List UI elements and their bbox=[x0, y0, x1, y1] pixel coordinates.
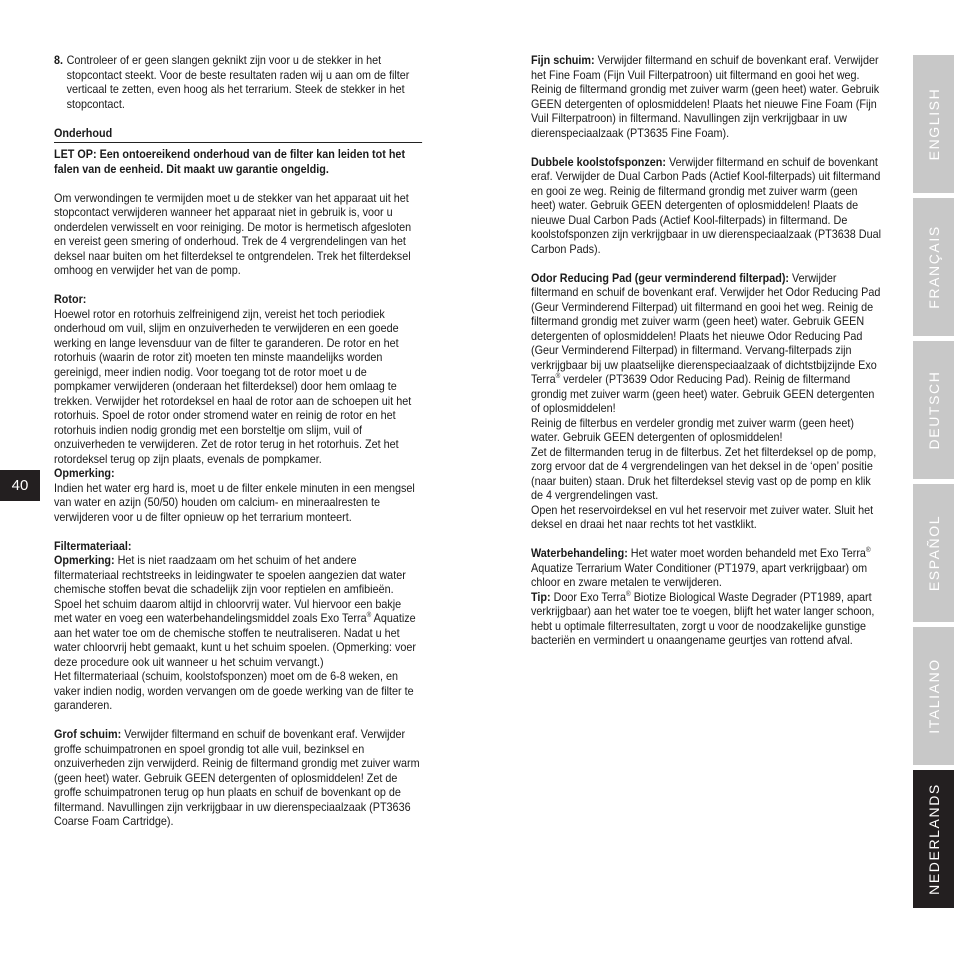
fine-foam-paragraph bbox=[531, 53, 885, 140]
maintenance-intro: Om verwondingen te vermijden moet u de stekker van het apparaat uit het stopcontact verwijderen wanneer het apparaat niet in gebruik is, voor u onderdelen verwisselt en voor reiniging. De motor is hermetisch afgesloten en vereist geen smering of onderhoud. Trek de 4 vergrendelingen van het deksel naar buiten om het filterdeksel te ontgrendelen. Trek het filterdeksel omhoog en verwijder het van de pomp. bbox=[54, 190, 412, 277]
tip-text-a: Door Exo Terra bbox=[550, 589, 627, 604]
step-8 bbox=[54, 53, 422, 111]
warning-text: LET OP: Een ontoereikend onderhoud van de filter kan leiden tot het falen van de eenheid. Dit maakt uw garantie ongeldig. bbox=[54, 147, 406, 176]
left-column bbox=[54, 53, 422, 843]
language-tab-espanol[interactable] bbox=[913, 484, 954, 622]
water-treatment-paragraph bbox=[531, 546, 885, 590]
filter-note-text-a: Het is niet raadzaam om het schuim of het andere filtermateriaal rechtstreeks in leidingwater te spoelen aangezien dat water chemische stoffen bevat die schadelijk zijn voor reptielen en amfibieën. Spoel het schuim daarom altijd in chloorvrij water. Vul hiervoor een bakje met water en voeg een waterbehandelingsmiddel zoals Exo Terra bbox=[54, 553, 406, 625]
language-tab-label: ENGLISH bbox=[925, 87, 942, 161]
page-number: 40 bbox=[0, 470, 40, 501]
step-text: Controleer of er geen slangen geknikt zijn voor u de stekker in het stopcontact steekt. Voor de beste resultaten raden wij u aan om de filter verticaal te zetten, even hoog als het terrarium. Steek de stekker in het stopcontact. bbox=[66, 53, 410, 111]
registered-mark: ® bbox=[555, 373, 561, 380]
carbon-pads-text: Verwijder filtermand en schuif de bovenkant eraf. Verwijder de Dual Carbon Pads (Actief Kool-filterpads) uit filtermand en gooi ze weg. Reinig de filtermand grondig met zuiver warm (geen heet) water. Gebruik GEEN detergenten of oplosmiddelen! Plaats de nieuwe Dual Carbon Pads (Actief Kool-filterpads) in filtermand. De koolstofsponzen zijn verkrijgbaar in uw dierenspeciaalzaak (PT3638 Dual Carbon Pads). bbox=[531, 154, 881, 256]
carbon-pads-label: Dubbele koolstofsponzen: bbox=[531, 154, 666, 169]
maintenance-heading: Onderhoud bbox=[54, 125, 113, 140]
language-tab-deutsch[interactable] bbox=[913, 341, 954, 479]
tip-label: Tip: bbox=[531, 589, 551, 604]
filter-note bbox=[54, 553, 422, 669]
coarse-foam-text: Verwijder filtermand en schuif de bovenkant eraf. Verwijder groffe schuimpatronen en spoel grondig tot alle vuil, bezinksel en onzuiverheden zijn verwijderd. Reinig de filtermand grondig met zuiver warm (geen heet) water. Gebruik GEEN detergenten of oplosmiddelen! Zet de groffe schuimpatronen terug op hun plaats en schuif de bovenkant op de filtermand. Navullingen zijn verkrijgbaar in uw dierenspeciaalzaak (PT3636 Coarse Foam Cartridge). bbox=[54, 727, 420, 828]
filter-material-heading: Filtermateriaal: bbox=[54, 538, 132, 553]
fine-foam-label: Fijn schuim: bbox=[531, 53, 595, 67]
water-treatment-text-a: Het water moet worden behandeld met Exo Terra bbox=[627, 546, 866, 560]
language-tab-label: ITALIANO bbox=[925, 658, 942, 734]
rotor-heading: Rotor: bbox=[54, 292, 87, 306]
rotor-text: Hoewel rotor en rotorhuis zelfreinigend zijn, vereist het toch periodiek onderhoud om vuil, slijm en onzuiverheden te verwijderen en een goede werking en lange levensduur van de filter te garanderen. De rotor en het rotorhuis (waarin de rotor zit) moeten ten minste maandelijks worden gereinigd, meer indien nodig. Voor toegang tot de rotor moet u de pompkamer verwijderen (onderaan het filterdeksel) door hem omlaag te trekken. Verwijder het rotordeksel en haal de rotor aan de schoepen uit het rotorhuis. Spoel de rotor onder stromend water en reinig de rotor en het rotorhuis indien nodig grondig met een borsteltje om slijm, vuil of onzuiverheden te verwijderen. Zet de rotor terug in het rotorhuis. Zet het rotordeksel terug op zijn plaats, evenals de pompkamer. bbox=[54, 306, 412, 466]
rotor-note-label: Opmerking: bbox=[54, 466, 115, 480]
language-tab-label: FRANÇAIS bbox=[925, 225, 942, 309]
carbon-pads-paragraph bbox=[531, 155, 885, 257]
language-tab-italiano[interactable] bbox=[913, 627, 954, 765]
odor-pad-paragraph bbox=[531, 271, 885, 416]
language-tabs bbox=[913, 55, 954, 913]
filter-replace-text: Het filtermateriaal (schuim, koolstofsponzen) moet om de 6-8 weken, en vaker indien nodig, worden vervangen om de goede werking van de filter te garanderen. bbox=[54, 669, 414, 712]
odor-pad-label: Odor Reducing Pad (geur verminderend filterpad): bbox=[531, 270, 790, 285]
heading-divider bbox=[54, 142, 422, 143]
registered-mark: ® bbox=[626, 590, 631, 598]
reservoir-text: Open het reservoirdeksel en vul het reservoir met zuiver water. Sluit het deksel en draai het naar rechts tot het vastklikt. bbox=[531, 502, 874, 531]
coarse-foam-paragraph bbox=[54, 727, 422, 829]
registered-mark: ® bbox=[366, 612, 372, 619]
language-tab-francais[interactable] bbox=[913, 198, 954, 336]
rotor-note-text: Indien het water erg hard is, moet u de filter enkele minuten in een mengsel van water en azijn (50/50) houden om calcium- en mineraalresten te verwijderen voor u de filter opnieuw op het terrarium monteert. bbox=[54, 480, 415, 524]
right-column bbox=[531, 53, 885, 662]
water-treatment-text-b: Aquatize Terrarium Water Conditioner (PT1979, apart verkrijgbaar) om chloor en zware metalen te verwijderen. bbox=[531, 560, 868, 589]
step-number: 8. bbox=[54, 53, 64, 67]
coarse-foam-label: Grof schuim: bbox=[54, 727, 122, 741]
odor-pad-text-a: Verwijder filtermand en schuif de bovenkant eraf. Verwijder het Odor Reducing Pad (Geur Verminderend Filterpad) uit filtermand en gooi het weg. Reinig de filtermand grondig met zuiver warm (geen heet) water. Gebruik GEEN detergenten of oplosmiddelen! Plaats het nieuwe Odor Reducing Pad (Geur Verminderend Filterpad) in filtermand. Vervang-filterpads zijn verkrijgbaar bij uw plaatselijke dierenspeciaalzaak of dichtstbijzijnde Exo Terra bbox=[531, 270, 881, 386]
language-tab-label: ESPAÑOL bbox=[925, 514, 942, 592]
fine-foam-text: Verwijder filtermand en schuif de bovenkant eraf. Verwijder het Fine Foam (Fijn Vuil Filterpatroon) uit filtermand en gooi het weg. Reinig de filtermand grondig met zuiver warm (geen heet) water. Gebruik GEEN detergenten of oplosmiddelen! Plaats het nieuwe Fine Foam (Fijn Vuil Filterpatroon) in filtermand. Navullingen zijn verkrijgbaar in uw dierenspeciaalzaak (PT3635 Fine Foam). bbox=[531, 53, 880, 140]
language-tab-label: NEDERLANDS bbox=[925, 783, 942, 895]
water-treatment-label: Waterbehandeling: bbox=[531, 546, 628, 560]
filter-note-label: Opmerking: bbox=[54, 553, 115, 567]
registered-mark: ® bbox=[865, 547, 871, 554]
clean-canister-text: Reinig de filterbus en verdeler grondig met zuiver warm (geen heet) water. Gebruik GEEN detergenten of oplosmiddelen! bbox=[531, 415, 854, 444]
language-tab-nederlands[interactable] bbox=[913, 770, 954, 908]
tip-paragraph bbox=[531, 590, 885, 648]
language-tab-english[interactable] bbox=[913, 55, 954, 193]
odor-pad-text-b: verdeler (PT3639 Odor Reducing Pad). Reinig de filtermand grondig met zuiver warm (geen heet) water. Gebruik GEEN detergenten of oplosmiddelen! bbox=[531, 372, 875, 415]
reassemble-text: Zet de filtermanden terug in de filterbus. Zet het filterdeksel op de pomp, zorg ervoor dat de 4 vergrendelingen van het deksel in de ‘open’ positie (naar buiten) staan. Druk het filterdeksel stevig vast op de pomp en klik de 4 vergrendelingen vast. bbox=[531, 444, 877, 502]
language-tab-label: DEUTSCH bbox=[925, 370, 942, 450]
tip-text-b: Biotize Biological Waste Degrader (PT1989, apart verkrijgbaar) aan het water toe te voegen, blijft het water langer schoon, hebt u optimale filterresultaten, zorgt u voor de noodzakelijke gunstige bacteriën en vermindert u onaangename geurtjes van rottend afval. bbox=[531, 589, 875, 647]
filter-note-text-b: Aquatize aan het water toe om de chemische stoffen te neutraliseren. Nadat u het water chloorvrij hebt gemaakt, kunt u het schuim spoelen. (Opmerking: voer deze procedure ook uit wanneer u het schuim vervangt.) bbox=[54, 611, 416, 669]
